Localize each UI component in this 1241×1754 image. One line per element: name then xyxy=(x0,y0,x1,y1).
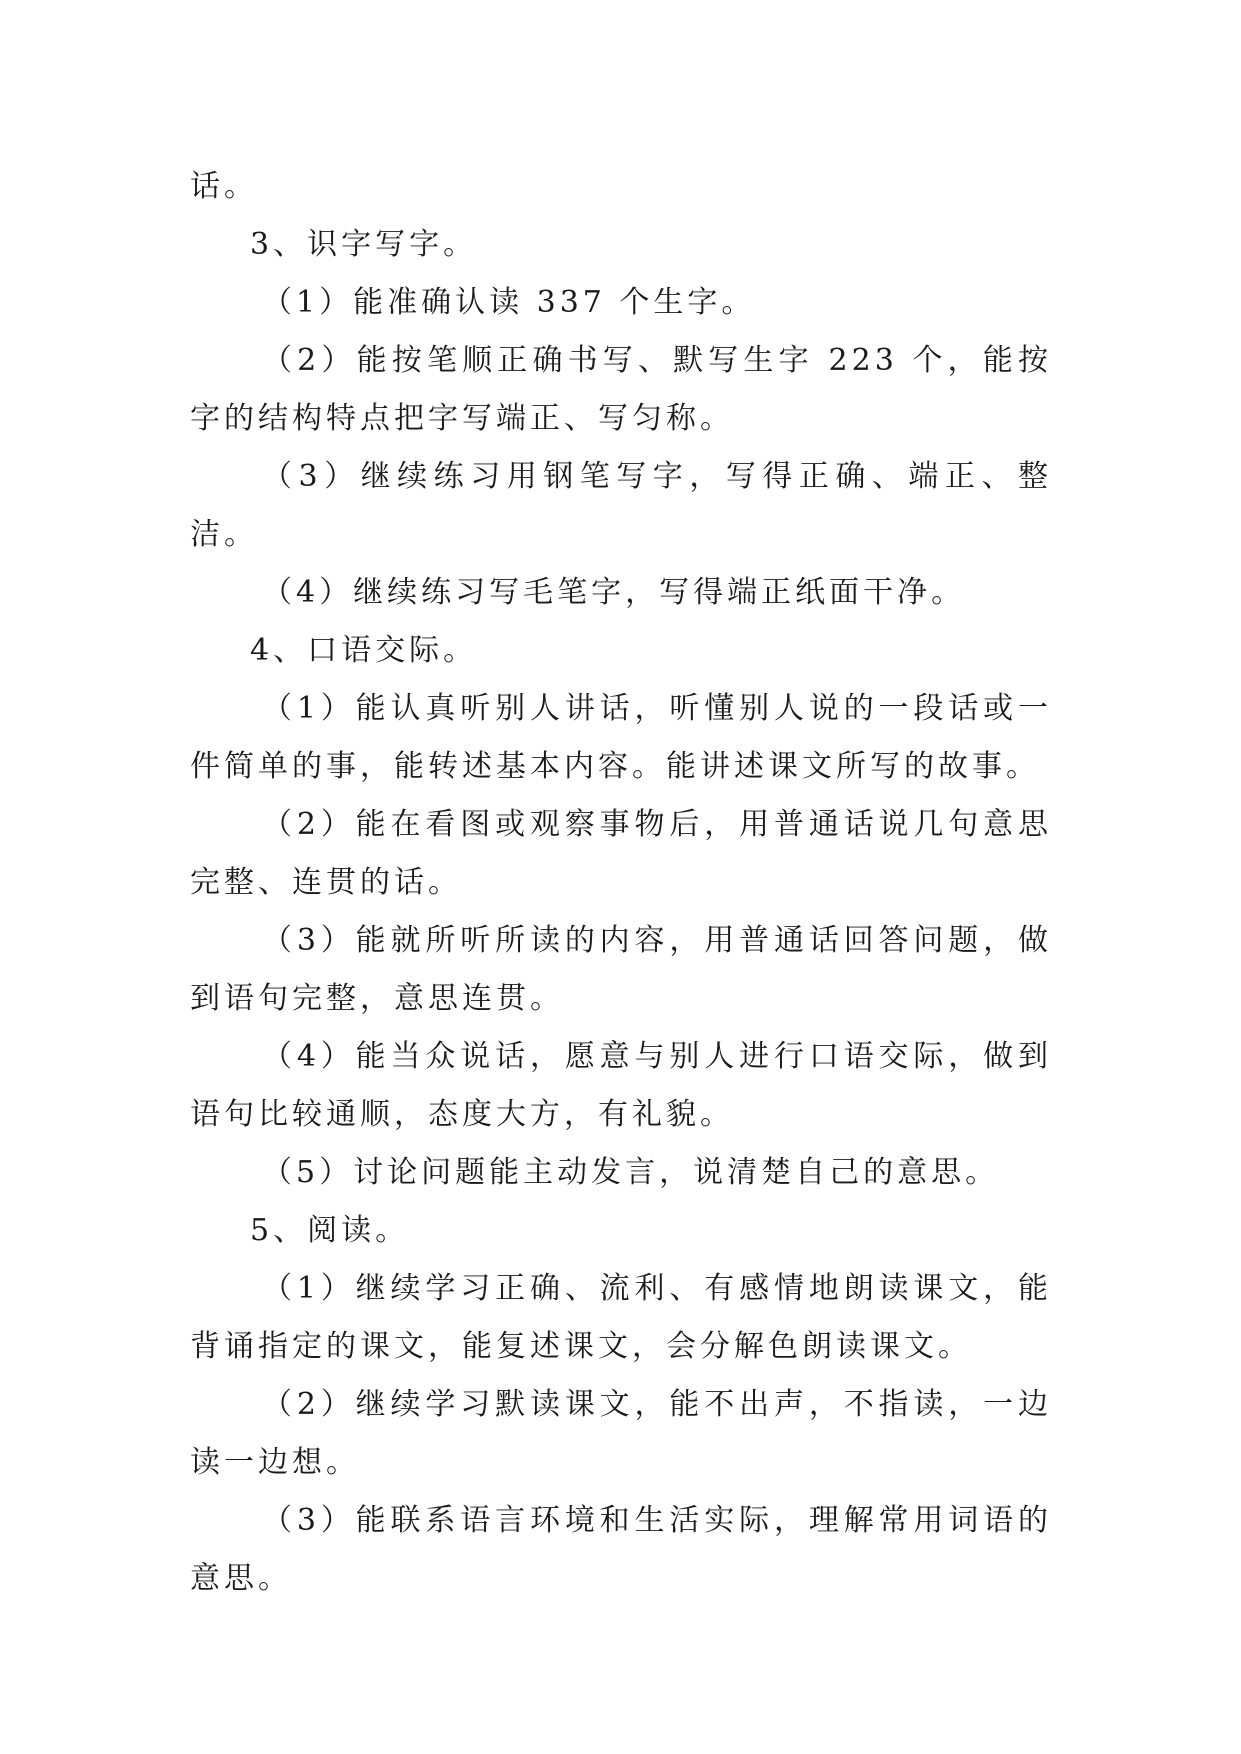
section-heading-literacy: 3、识字写字。 xyxy=(250,227,478,262)
list-item: （2）能在看图或观察事物后，用普通话说几句意思完整、连贯的话。 xyxy=(190,807,1052,900)
document-body xyxy=(190,158,1052,1608)
list-item: （4）继续练习写毛笔字，写得端正纸面干净。 xyxy=(262,575,966,610)
list-item: （3）能联系语言环境和生活实际，理解常用词语的意思。 xyxy=(190,1503,1052,1596)
section-heading-oral: 4、口语交际。 xyxy=(250,633,478,668)
list-item: （1）能准确认读 337 个生字。 xyxy=(262,285,756,320)
list-item: （5）讨论问题能主动发言，说清楚自己的意思。 xyxy=(262,1155,1000,1190)
list-item: （3）继续练习用钢笔写字，写得正确、端正、整洁。 xyxy=(190,459,1052,552)
list-item: （4）能当众说话，愿意与别人进行口语交际，做到语句比较通顺，态度大方，有礼貌。 xyxy=(190,1039,1052,1132)
list-item: （2）继续学习默读课文，能不出声，不指读，一边读一边想。 xyxy=(190,1387,1052,1480)
section-heading-reading: 5、阅读。 xyxy=(250,1213,410,1248)
list-item: （1）能认真听别人讲话，听懂别人说的一段话或一件简单的事，能转述基本内容。能讲述课文所写的故事。 xyxy=(190,691,1052,784)
paragraph-continuation: 话。 xyxy=(190,169,258,204)
list-item: （1）继续学习正确、流利、有感情地朗读课文，能背诵指定的课文，能复述课文，会分解色朗读课文。 xyxy=(190,1271,1052,1364)
list-item: （3）能就所听所读的内容，用普通话回答问题，做到语句完整，意思连贯。 xyxy=(190,923,1052,1016)
list-item: （2）能按笔顺正确书写、默写生字 223 个，能按字的结构特点把字写端正、写匀称。 xyxy=(190,343,1052,436)
